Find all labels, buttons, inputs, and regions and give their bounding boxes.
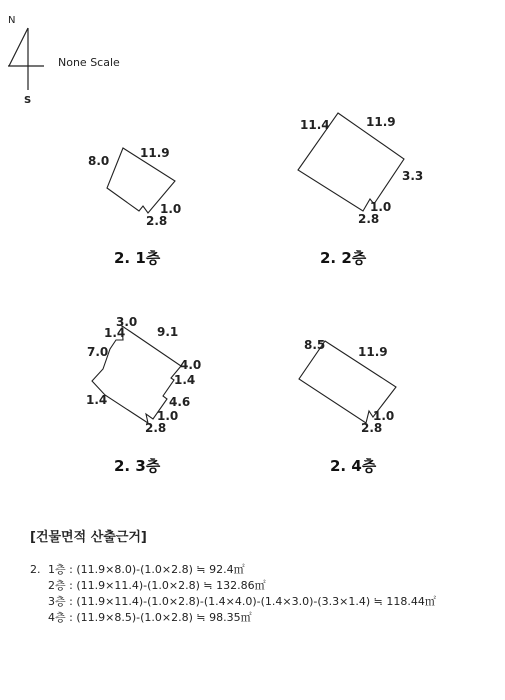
area-calc-number: 2. — [30, 563, 41, 576]
compass-north-label: N — [8, 15, 16, 26]
floor-4-plan — [299, 338, 396, 475]
area-calc-row-4 — [30, 610, 436, 626]
area-calc-row-3 — [30, 594, 436, 610]
floor-2-dim: 11.9 — [366, 115, 396, 129]
area-calc-list — [30, 562, 436, 626]
area-calc-title: [건물면적 산출근거] — [30, 530, 147, 545]
floor-4-caption: 2. 4층 — [330, 457, 377, 475]
floor-3-dim: 2.8 — [145, 421, 167, 435]
area-calc-text: 4층 : (11.9×8.5)-(1.0×2.8) ≒ 98.35㎡ — [48, 611, 252, 624]
floor-2-plan — [298, 113, 423, 267]
area-calc-text: 3층 : (11.9×11.4)-(1.0×2.8)-(1.4×4.0)-(1.4×3.0)-(3.3×1.4) ≒ 118.44㎡ — [48, 595, 436, 608]
floor-3-caption: 2. 3층 — [114, 457, 161, 475]
floor-3-dim: 4.6 — [169, 395, 191, 409]
floor-3-dim: 7.0 — [87, 345, 109, 359]
floor-4-dim: 8.5 — [304, 338, 326, 352]
floor-1-plan — [88, 146, 181, 267]
floor-2-dim: 1.0 — [370, 200, 392, 214]
floor-3-dim: 4.0 — [180, 358, 202, 372]
floor-3-dim: 1.4 — [174, 373, 196, 387]
area-calc-text: 2층 : (11.9×11.4)-(1.0×2.8) ≒ 132.86㎡ — [48, 579, 266, 592]
floor-2-dim: 11.4 — [300, 118, 330, 132]
floor-3-dim: 3.0 — [116, 315, 138, 329]
floor-3-dim: 1.4 — [104, 326, 126, 340]
floor-1-dim: 1.0 — [160, 202, 182, 216]
floor-1-dim: 2.8 — [146, 214, 168, 228]
north-arrow-icon — [8, 15, 44, 106]
area-calc-text: 1층 : (11.9×8.0)-(1.0×2.8) ≒ 92.4㎡ — [48, 563, 245, 576]
area-calc-row-1 — [30, 562, 436, 578]
compass-south-label: S — [24, 95, 32, 106]
floor-3-dim: 1.4 — [86, 393, 108, 407]
scale-note: None Scale — [58, 56, 120, 69]
floor-1-dim: 8.0 — [88, 154, 110, 168]
floor-3-dim: 1.0 — [157, 409, 179, 423]
floor-4-dim: 11.9 — [358, 345, 388, 359]
area-calc-row-2 — [30, 578, 436, 594]
floor-2-caption: 2. 2층 — [320, 249, 367, 267]
floor-1-dim: 11.9 — [140, 146, 170, 160]
floor-4-dim: 1.0 — [373, 409, 395, 423]
floor-2-dim: 3.3 — [402, 169, 424, 183]
floor-4-dim: 2.8 — [361, 421, 383, 435]
floor-3-plan — [86, 315, 201, 475]
floor-2-dim: 2.8 — [358, 212, 380, 226]
floor-3-dim: 9.1 — [157, 325, 179, 339]
floor-1-caption: 2. 1층 — [114, 249, 161, 267]
